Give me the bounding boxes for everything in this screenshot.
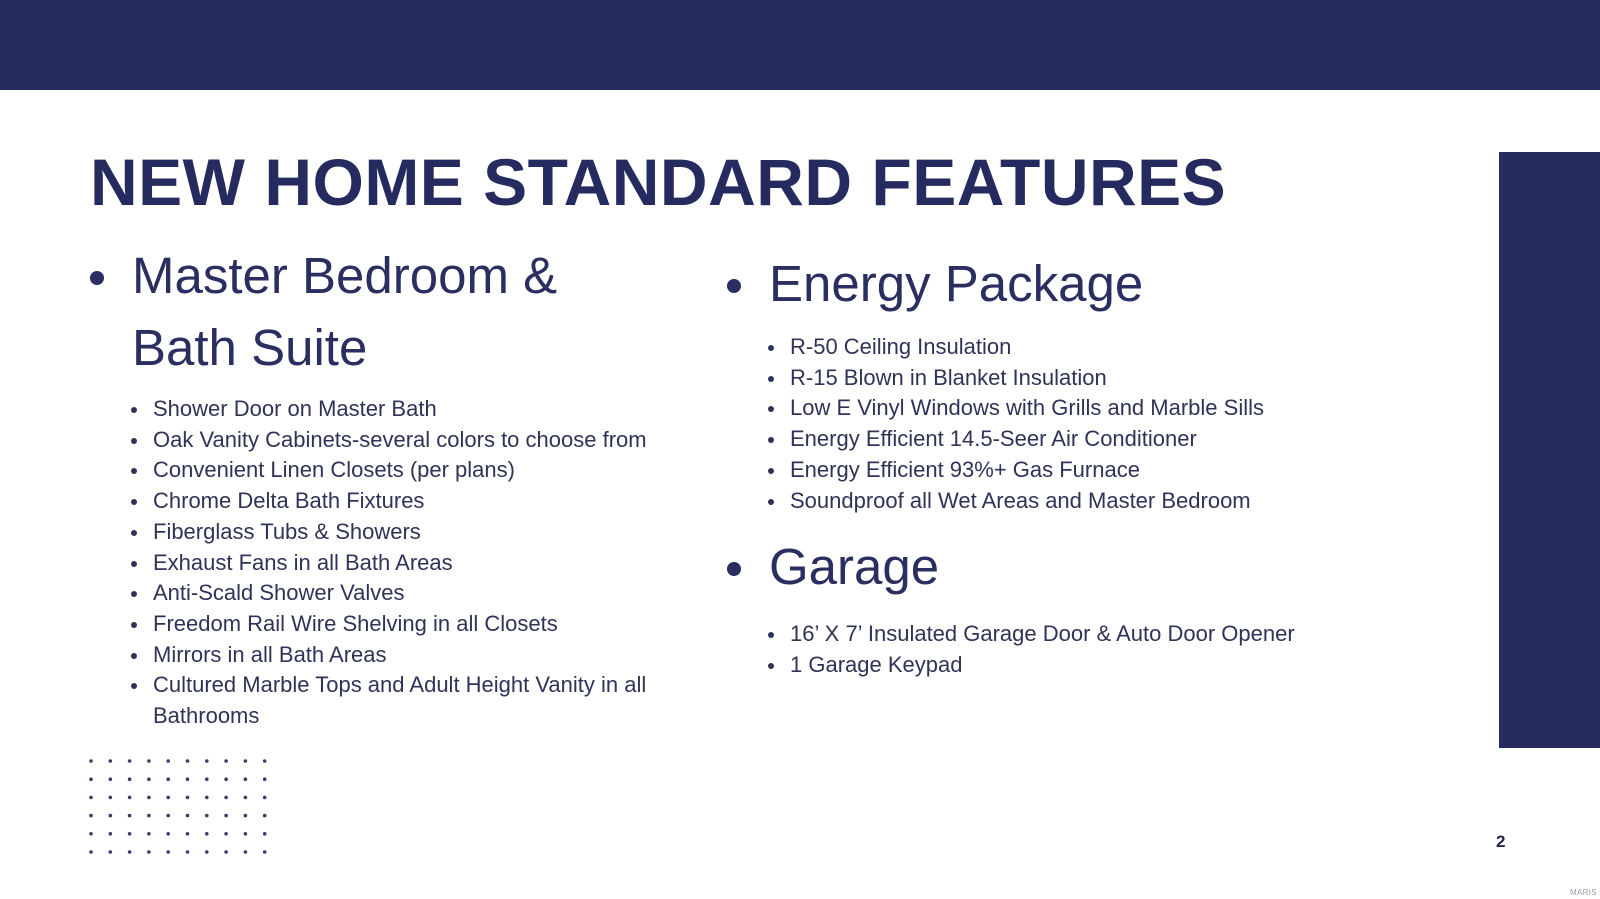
decor-dot <box>109 777 113 781</box>
decor-dot <box>89 850 93 854</box>
decor-dot <box>224 777 228 781</box>
heading-line-2: Bath Suite <box>132 319 368 376</box>
side-accent-bar <box>1499 152 1600 748</box>
list-item: Energy Efficient 93%+ Gas Furnace <box>727 455 1427 486</box>
decor-dot <box>205 796 209 800</box>
decor-dot <box>244 850 248 854</box>
section-heading-master-bedroom <box>90 240 690 384</box>
decor-dot <box>147 832 151 836</box>
decor-dot <box>89 796 93 800</box>
page-number: 2 <box>1496 832 1506 851</box>
master-bedroom-list <box>90 394 690 732</box>
decor-dot <box>186 777 190 781</box>
decor-dot <box>263 777 267 781</box>
decor-dot <box>186 850 190 854</box>
bullet-icon <box>90 271 104 285</box>
list-item: Shower Door on Master Bath <box>90 394 690 425</box>
decor-dot <box>147 850 151 854</box>
master-bedroom-section <box>90 240 690 732</box>
list-item: Oak Vanity Cabinets-several colors to choose from <box>90 425 690 456</box>
decor-dot <box>244 759 248 763</box>
bullet-icon <box>727 562 741 576</box>
garage-heading: Garage <box>769 538 940 596</box>
decor-dot <box>89 832 93 836</box>
energy-heading: Energy Package <box>769 255 1144 312</box>
section-heading-garage <box>727 531 1427 603</box>
list-item: Freedom Rail Wire Shelving in all Closets <box>90 609 690 640</box>
decor-dot <box>244 796 248 800</box>
decor-dot <box>244 832 248 836</box>
energy-list <box>727 332 1427 516</box>
decor-dot <box>166 814 170 818</box>
list-item: Exhaust Fans in all Bath Areas <box>90 548 690 579</box>
heading-line-1: Master Bedroom & <box>132 247 558 304</box>
decor-dot <box>109 814 113 818</box>
decor-dot <box>186 832 190 836</box>
decor-dot <box>147 759 151 763</box>
decor-dot <box>128 850 132 854</box>
decor-dot <box>89 777 93 781</box>
decor-dot <box>263 850 267 854</box>
list-item: Mirrors in all Bath Areas <box>90 640 690 671</box>
list-item: 16’ X 7’ Insulated Garage Door & Auto Door Opener <box>727 619 1427 650</box>
decor-dot <box>224 850 228 854</box>
decor-dot <box>166 796 170 800</box>
decor-dot <box>147 796 151 800</box>
decor-dot <box>205 832 209 836</box>
list-item: Fiberglass Tubs & Showers <box>90 517 690 548</box>
decor-dot <box>244 814 248 818</box>
decor-dot <box>128 759 132 763</box>
decor-dot <box>89 759 93 763</box>
decor-dot <box>205 850 209 854</box>
list-item: Energy Efficient 14.5-Seer Air Conditioner <box>727 424 1427 455</box>
list-item: R-50 Ceiling Insulation <box>727 332 1427 363</box>
decor-dot <box>109 796 113 800</box>
decor-dot <box>263 796 267 800</box>
decor-dot <box>224 759 228 763</box>
decor-dot <box>109 759 113 763</box>
decor-dot <box>109 832 113 836</box>
decor-dot <box>128 832 132 836</box>
decor-dot <box>186 814 190 818</box>
watermark-label: MARIS <box>1570 888 1597 897</box>
list-item: Soundproof all Wet Areas and Master Bedroom <box>727 486 1427 517</box>
decor-dot <box>166 777 170 781</box>
decor-dot <box>89 814 93 818</box>
decor-dot <box>205 777 209 781</box>
list-item: Convenient Linen Closets (per plans) <box>90 455 690 486</box>
decor-dot <box>263 814 267 818</box>
bullet-icon <box>727 279 741 293</box>
decor-dot <box>109 850 113 854</box>
decor-dot <box>205 759 209 763</box>
list-item: Chrome Delta Bath Fixtures <box>90 486 690 517</box>
decor-dot <box>205 814 209 818</box>
page-title: NEW HOME STANDARD FEATURES <box>90 145 1227 219</box>
garage-list <box>727 619 1427 680</box>
decor-dot <box>263 759 267 763</box>
decor-dot <box>224 832 228 836</box>
decor-dot <box>224 796 228 800</box>
list-item: Anti-Scald Shower Valves <box>90 578 690 609</box>
decor-dot <box>147 814 151 818</box>
top-banner <box>0 0 1600 90</box>
decor-dot <box>224 814 228 818</box>
decor-dot <box>128 796 132 800</box>
dot-grid-decoration <box>88 758 268 854</box>
decor-dot <box>166 850 170 854</box>
list-item: Low E Vinyl Windows with Grills and Marble Sills <box>727 393 1427 424</box>
decor-dot <box>147 777 151 781</box>
decor-dot <box>128 777 132 781</box>
decor-dot <box>128 814 132 818</box>
decor-dot <box>186 796 190 800</box>
list-item: R-15 Blown in Blanket Insulation <box>727 363 1427 394</box>
list-item: Cultured Marble Tops and Adult Height Vanity in all Bathrooms <box>90 670 690 731</box>
decor-dot <box>263 832 267 836</box>
right-column <box>727 248 1427 681</box>
decor-dot <box>244 777 248 781</box>
list-item: 1 Garage Keypad <box>727 650 1427 681</box>
decor-dot <box>186 759 190 763</box>
decor-dot <box>166 759 170 763</box>
decor-dot <box>166 832 170 836</box>
section-heading-energy <box>727 248 1427 320</box>
